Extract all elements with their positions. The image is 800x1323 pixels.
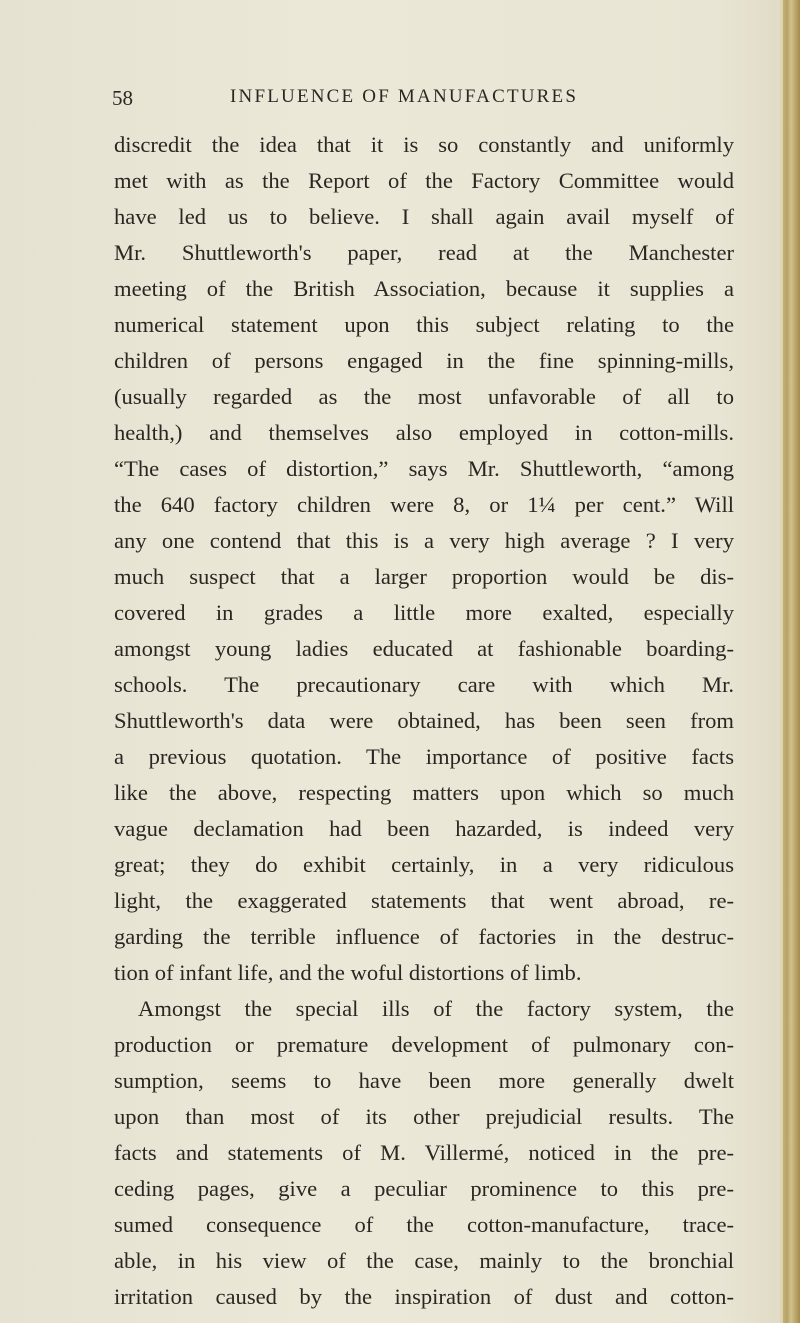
text-line: sumption, seems to have been more generally dwelt [114,1068,734,1093]
text-line: have led us to believe. I shall again avail myself of [114,204,734,229]
body-text [114,127,734,1315]
text-line: production or premature development of pulmonary con- [114,1032,734,1057]
text-line: discredit the idea that it is so constantly and uniformly [114,132,734,157]
text-line: great; they do exhibit certainly, in a very ridiculous [114,852,734,877]
text-line: vague declamation had been hazarded, is indeed very [114,816,734,841]
text-line: children of persons engaged in the fine spinning-mills, [114,348,734,373]
text-line: ceding pages, give a peculiar prominence to this pre- [114,1176,734,1201]
text-line: schools. The precautionary care with which Mr. [114,672,734,697]
text-line: much suspect that a larger proportion would be dis- [114,564,734,589]
text-line: light, the exaggerated statements that went abroad, re- [114,888,734,913]
text-line: a previous quotation. The importance of positive facts [114,744,734,769]
page-number: 58 [112,86,133,110]
page-edge [780,0,800,1323]
text-line: facts and statements of M. Villermé, noticed in the pre- [114,1140,734,1165]
text-line: met with as the Report of the Factory Committee would [114,168,734,193]
text-line: Mr. Shuttleworth's paper, read at the Manchester [114,240,734,265]
text-line: any one contend that this is a very high average ? I very [114,528,734,553]
text-line: covered in grades a little more exalted, especially [114,600,734,625]
text-line: Shuttleworth's data were obtained, has been seen from [114,708,734,733]
text-line: (usually regarded as the most unfavorable of all to [114,384,734,409]
text-line: health,) and themselves also employed in cotton-mills. [114,420,734,445]
text-line: garding the terrible influence of factories in the destruc- [114,924,734,949]
text-line: upon than most of its other prejudicial results. The [114,1104,734,1129]
text-line: numerical statement upon this subject relating to the [114,312,734,337]
page-header [112,86,732,116]
paragraph-last-line: tion of infant life, and the woful distortions of limb. [114,960,582,985]
paragraph-first-line: Amongst the special ills of the factory system, the [138,996,734,1021]
text-line: meeting of the British Association, because it supplies a [114,276,734,301]
text-line: “The cases of distortion,” says Mr. Shuttleworth, “among [114,456,734,481]
text-line: sumed consequence of the cotton-manufacture, trace- [114,1212,734,1237]
text-line: irritation caused by the inspiration of dust and cotton- [114,1284,734,1309]
text-line: like the above, respecting matters upon which so much [114,780,734,805]
text-line: amongst young ladies educated at fashionable boarding- [114,636,734,661]
running-head: INFLUENCE OF MANUFACTURES [230,86,579,107]
text-line: able, in his view of the case, mainly to the bronchial [114,1248,734,1273]
text-line: the 640 factory children were 8, or 1¼ per cent.” Will [114,492,734,517]
